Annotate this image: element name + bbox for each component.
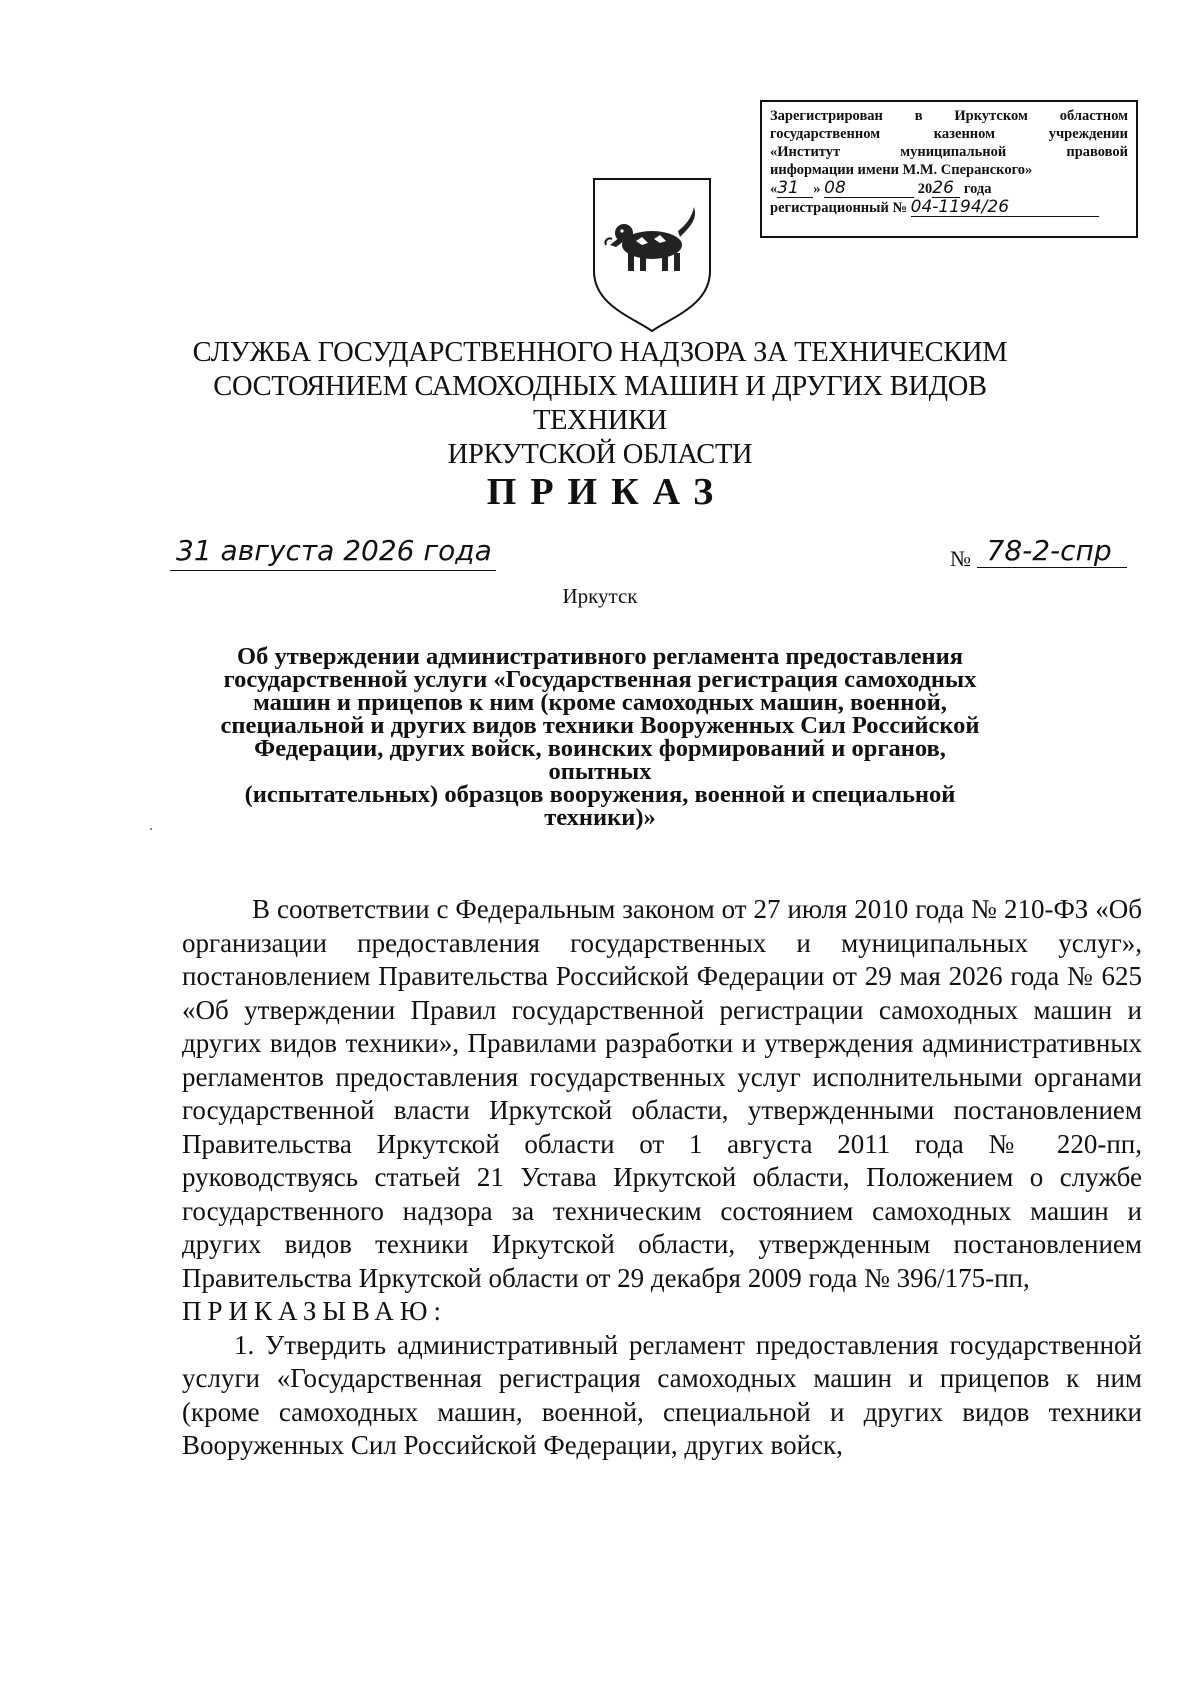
order-word: ПРИКАЗЫВАЮ: (182, 1296, 447, 1326)
stamp-date-line (770, 179, 1128, 198)
order-number (950, 534, 1127, 571)
order-item-1: 1. Утвердить административный регламент предоставления государственной услуги «Государственная регистрация самоходных машин и прицепов к ним (кроме самоходных машин, военной, специальной и других видов техники Вооруженных Сил Российской Федерации, других войск, (182, 1329, 1142, 1460)
stamp-line-2: государственном казенном учреждении (770, 126, 1128, 142)
agency-line-3: ИРКУТСКОЙ ОБЛАСТИ (447, 439, 753, 470)
stamp-close-quote: » (813, 181, 821, 197)
agency-line-1: СЛУЖБА ГОСУДАРСТВЕННОГО НАДЗОРА ЗА ТЕХНИЧЕСКИМ (192, 337, 1008, 368)
stamp-reg-label: регистрационный № (770, 200, 908, 216)
stamp-year-word: года (963, 181, 992, 197)
title-line-7: техники)» (544, 804, 656, 831)
order-number-prefix: № (950, 546, 971, 571)
order-date-text: 31 августа 2026 года (176, 534, 492, 567)
city-name: Иркутск (562, 584, 638, 608)
stamp-reg-number: 04-1194/26 (911, 198, 1099, 217)
coat-of-arms-emblem (590, 175, 714, 335)
order-date (176, 534, 492, 567)
stamp-day: 31 (777, 179, 813, 198)
stamp-line-1: Зарегистрирован в Иркутском областном (770, 108, 1128, 124)
stamp-line-4: информации имени М.М. Сперанского» (770, 162, 1033, 178)
order-title (200, 645, 1000, 829)
stamp-line-3: «Институт муниципальной правовой (770, 144, 1128, 160)
agency-line-2: СОСТОЯНИЕМ САМОХОДНЫХ МАШИН И ДРУГИХ ВИДОВ ТЕХНИКИ (213, 371, 987, 436)
title-line-5: Федерации, других войск, воинских формирований и органов, опытных (254, 735, 946, 785)
preamble-paragraph: В соответствии с Федеральным законом от 27 июля 2010 года № 210-ФЗ «Об организации предоставления государственных и муниципальных услуг», постановлением Правительства Российской Федерации от 29 мая 2026 года № 625 «Об утверждении Правил государственной регистрации самоходных машин и других видов техники», Правилами разработки и утверждения административных регламентов предоставления государственных услуг исполнительными органами государственной власти Иркутской области, утвержденными постановлением Правительства Иркутской области от 1 августа 2011 года № 220-пп, руководствуясь статьей 21 Устава Иркутской области, Положением о службе государственного надзора за техническим состоянием самоходных машин и других видов техники Иркутской области, утвержденным постановлением Правительства Иркутской области от 29 декабря 2009 года № 396/175-пп, (182, 894, 1142, 1293)
order-number-value: 78-2-спр (977, 534, 1127, 568)
stamp-year-prefix: 20 (917, 181, 933, 197)
stamp-year-suffix: 26 (932, 179, 960, 198)
document-type-heading: ПРИКАЗ (486, 471, 728, 513)
stamp-open-quote: « (770, 181, 778, 197)
title-line-2: государственной услуги «Государственная регистрация самоходных (223, 666, 977, 693)
order-body (182, 893, 1142, 1463)
agency-name (150, 336, 1050, 472)
registration-stamp (760, 100, 1138, 238)
title-line-6: (испытательных) образцов вооружения, военной и специальной (244, 781, 956, 808)
scan-speck (150, 828, 152, 830)
stamp-month: 08 (824, 179, 914, 198)
stamp-reg-line (770, 198, 1128, 217)
title-line-1: Об утверждении административного регламента предоставления (237, 643, 963, 670)
title-line-4: специальной и других видов техники Вооруженных Сил Российской (220, 712, 980, 739)
order-date-underline (170, 570, 496, 571)
title-line-3: машин и прицепов к ним (кроме самоходных машин, военной, (253, 689, 947, 716)
